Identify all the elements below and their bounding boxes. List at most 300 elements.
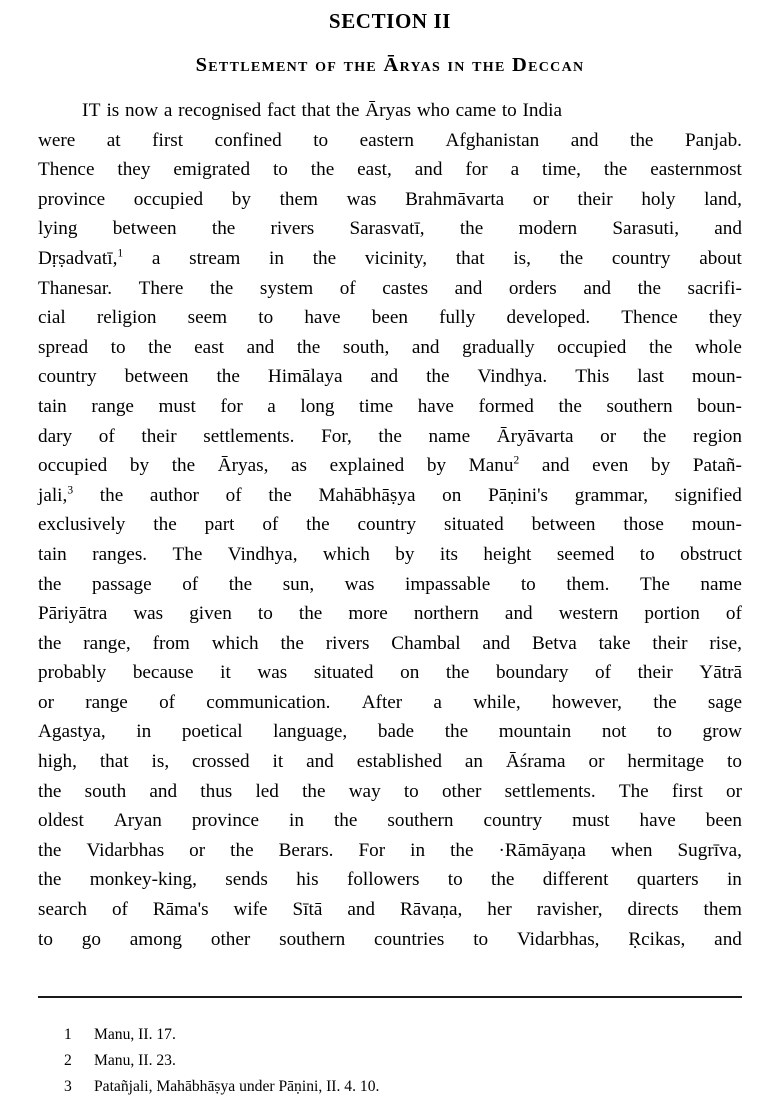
word: ranges.	[92, 543, 148, 565]
word: hermitage	[627, 751, 705, 773]
word: long	[300, 395, 335, 417]
text-line	[38, 895, 742, 925]
word: Pāriyātra	[38, 603, 108, 625]
word: sage	[707, 691, 742, 713]
text-line	[38, 333, 742, 363]
word: province	[38, 188, 106, 210]
word: the	[558, 395, 582, 417]
word: and	[504, 603, 533, 625]
word: it	[272, 751, 284, 773]
word: for	[465, 159, 488, 181]
word: to	[473, 928, 489, 950]
word: spread	[38, 336, 89, 358]
word: which	[211, 632, 259, 654]
word: for	[220, 395, 243, 417]
footnote-marker[interactable]: 1	[117, 247, 124, 260]
section-title: SECTION II	[328, 9, 452, 33]
word: or	[532, 188, 549, 210]
word: that	[99, 751, 129, 773]
word: the	[450, 839, 474, 861]
text-line	[38, 481, 742, 511]
body-text	[38, 96, 742, 954]
word: India	[522, 100, 562, 121]
word: Vidarbhas,	[516, 928, 600, 950]
word: modern	[518, 218, 578, 240]
word: the	[209, 277, 234, 299]
word: in	[136, 721, 152, 743]
word: seemed	[556, 543, 615, 565]
word: Sarasvatī,	[349, 218, 425, 240]
word: the	[637, 277, 662, 299]
word: came	[455, 100, 497, 121]
word: boun-	[697, 395, 742, 417]
word: their	[577, 188, 613, 210]
word: explained	[329, 455, 405, 477]
word: now	[125, 100, 159, 121]
word: formed	[478, 395, 534, 417]
text-line	[38, 303, 742, 333]
word: is,	[151, 751, 170, 773]
word: south	[84, 780, 127, 802]
word: to	[447, 869, 463, 891]
word: quarters	[636, 869, 699, 891]
word: the	[296, 336, 321, 358]
word: go	[81, 928, 101, 950]
word: the	[333, 810, 358, 832]
word: while,	[473, 691, 521, 713]
word: to	[272, 159, 288, 181]
word: occupied	[38, 455, 108, 477]
text-line	[38, 747, 742, 777]
word: and	[541, 455, 570, 477]
word: thus	[200, 780, 233, 802]
word: they	[708, 307, 742, 329]
word: Afghanistan	[445, 129, 540, 151]
word: rivers	[325, 632, 370, 654]
word: For,	[321, 425, 352, 447]
word: by	[231, 188, 251, 210]
word: Agastya,	[38, 721, 106, 743]
word: the	[603, 159, 628, 181]
word: been	[371, 307, 408, 329]
word: his	[296, 869, 319, 891]
footnote-text: Patañjali, Mahābhāṣya under Pāṇini, II. 4. 10.	[94, 1078, 380, 1095]
word: to	[313, 129, 329, 151]
word: seem	[187, 307, 228, 329]
word: wife	[233, 899, 268, 921]
word: were	[38, 129, 76, 151]
word: system	[259, 277, 314, 299]
word: impassable	[405, 573, 491, 595]
footnote-text: Manu, II. 23.	[94, 1052, 176, 1069]
text-line	[38, 836, 742, 866]
footnote-number: 1	[64, 1026, 72, 1043]
word: between	[112, 218, 177, 240]
word: of	[98, 425, 115, 447]
word: Vindhya,	[227, 543, 298, 565]
word: province	[191, 810, 259, 832]
word: the	[216, 366, 240, 388]
word: recognised	[178, 100, 262, 121]
word: have	[639, 810, 676, 832]
word: Thence	[621, 307, 678, 329]
word: part	[204, 514, 235, 536]
word: Rāvaṇa,	[399, 899, 463, 921]
text-line	[38, 865, 742, 895]
word: on	[400, 662, 420, 684]
word: them	[703, 899, 742, 921]
word: gradually	[462, 336, 535, 358]
word: different	[542, 869, 609, 891]
word: IT	[82, 100, 101, 121]
footnote-marker[interactable]: 3	[67, 484, 74, 497]
word: southern	[606, 395, 673, 417]
word: of	[725, 603, 742, 625]
word: region	[692, 425, 742, 447]
word: them	[279, 188, 318, 210]
text-line	[38, 422, 742, 452]
word: Rāma's	[152, 899, 209, 921]
text-line	[38, 540, 742, 570]
word: whole	[694, 336, 742, 358]
word: the	[653, 691, 677, 713]
word: way	[348, 780, 381, 802]
word: and	[306, 751, 334, 773]
word: The	[640, 573, 670, 595]
text-line	[38, 599, 742, 629]
word: moun-	[691, 366, 742, 388]
word: the	[648, 336, 673, 358]
word: the	[171, 455, 196, 477]
word: the	[38, 869, 62, 891]
word: southern	[279, 928, 346, 950]
word: poetical	[181, 721, 243, 743]
word: country	[38, 366, 97, 388]
word: country	[611, 247, 671, 269]
word: Betva	[531, 632, 577, 654]
text-line	[38, 629, 742, 659]
footnote-item	[38, 1022, 742, 1048]
word: must	[572, 810, 610, 832]
word: must	[158, 395, 196, 417]
word: it	[220, 662, 231, 684]
word: about	[699, 247, 742, 269]
word: the	[280, 632, 304, 654]
word: and	[149, 780, 178, 802]
word: to	[520, 573, 536, 595]
word: countries	[374, 928, 445, 950]
word: other	[210, 928, 251, 950]
word: Sītā	[292, 899, 323, 921]
word: the	[630, 129, 654, 151]
word: or	[725, 780, 742, 802]
word: in	[269, 247, 284, 269]
word: country	[357, 514, 417, 536]
word: last	[637, 366, 664, 388]
word: The	[172, 543, 203, 565]
word: monkey-king,	[89, 869, 197, 891]
word: Patañ-	[692, 455, 742, 477]
word: sun,	[282, 573, 315, 595]
footnote-marker[interactable]: 2	[513, 454, 520, 467]
word: castes	[382, 277, 429, 299]
word: religion	[96, 307, 157, 329]
word: been	[705, 810, 742, 832]
word: at	[106, 129, 121, 151]
word: Pāṇini's	[488, 484, 549, 506]
word: by	[129, 455, 150, 477]
word: the	[38, 839, 62, 861]
word: eastern	[359, 129, 414, 151]
word: ravisher,	[536, 899, 603, 921]
word: emigrated	[173, 159, 251, 181]
word: the	[99, 484, 124, 506]
word: range	[91, 395, 134, 417]
word: her	[487, 899, 512, 921]
word: by	[426, 455, 447, 477]
text-line	[38, 451, 742, 481]
word: ·Rāmāyaṇa	[498, 839, 586, 861]
word: the	[302, 780, 326, 802]
text-line	[38, 392, 742, 422]
word: because	[132, 662, 194, 684]
word: cial	[38, 307, 66, 329]
word: language,	[273, 721, 348, 743]
word: or	[38, 691, 54, 713]
text-line	[38, 717, 742, 747]
word: exclusively	[38, 514, 126, 536]
word: After	[361, 691, 403, 713]
text-line	[38, 777, 742, 807]
word: even	[592, 455, 629, 477]
word: range	[85, 691, 128, 713]
word: southern	[387, 810, 454, 832]
text-line	[38, 570, 742, 600]
word: and	[570, 129, 599, 151]
text-line	[38, 214, 742, 244]
word: moun-	[691, 514, 742, 536]
word: as	[291, 455, 308, 477]
word: the	[312, 247, 337, 269]
word: from	[152, 632, 190, 654]
word: the	[306, 514, 330, 536]
word: given	[189, 603, 232, 625]
word: however,	[551, 691, 622, 713]
word: lying	[38, 218, 78, 240]
word: to	[726, 751, 742, 773]
word: the	[38, 573, 62, 595]
word: The	[618, 780, 649, 802]
word: the	[642, 425, 667, 447]
word: in	[410, 839, 426, 861]
word: name	[428, 425, 471, 447]
word: of	[225, 484, 242, 506]
word: name	[700, 573, 742, 595]
word: boundary	[495, 662, 569, 684]
word: of	[159, 691, 176, 713]
word: the	[378, 425, 402, 447]
word: a	[510, 159, 520, 181]
word: Aryan	[113, 810, 162, 832]
word: situated	[313, 662, 374, 684]
word: Mahābhāṣya	[318, 484, 416, 506]
footnote-number: 3	[64, 1078, 72, 1095]
text-line	[38, 126, 742, 156]
word: Yātrā	[699, 662, 742, 684]
word: settlements.	[203, 425, 295, 447]
word: easternmost	[650, 159, 742, 181]
word: of	[182, 573, 199, 595]
word: of	[339, 277, 356, 299]
word: east	[194, 336, 224, 358]
word: of	[111, 899, 128, 921]
text-line	[38, 925, 742, 955]
word: a	[163, 100, 173, 121]
word: the	[153, 514, 177, 536]
word: signified	[674, 484, 742, 506]
word: their	[141, 425, 177, 447]
word: Sugrīva,	[677, 839, 742, 861]
word: communication.	[206, 691, 331, 713]
word: Thanesar.	[38, 277, 113, 299]
word: time	[359, 395, 394, 417]
word: probably	[38, 662, 107, 684]
text-line	[38, 658, 742, 688]
word: Āryas	[365, 100, 412, 121]
word: and	[347, 899, 376, 921]
word: the	[298, 603, 323, 625]
word: tain	[38, 395, 67, 417]
word: a	[267, 395, 276, 417]
text-line	[38, 274, 742, 304]
word: have	[417, 395, 454, 417]
word: by	[651, 455, 671, 477]
word: was	[257, 662, 288, 684]
word: in	[726, 869, 742, 891]
word: led	[255, 780, 279, 802]
footnote-number: 2	[64, 1052, 72, 1069]
word: high,	[38, 751, 77, 773]
word: more	[348, 603, 388, 625]
word: situated	[444, 514, 504, 536]
word: directs	[627, 899, 679, 921]
text-line	[38, 510, 742, 540]
word: take	[598, 632, 631, 654]
word: between	[531, 514, 596, 536]
word: south,	[342, 336, 390, 358]
word: Panjab.	[684, 129, 742, 151]
word: western	[558, 603, 619, 625]
footnote-separator-rule	[38, 996, 742, 998]
word: the	[38, 780, 62, 802]
text-line	[38, 155, 742, 185]
word: was	[344, 573, 375, 595]
word: northern	[413, 603, 479, 625]
word: have	[304, 307, 341, 329]
word: This	[575, 366, 610, 388]
word: bade	[377, 721, 415, 743]
word: obstruct	[680, 543, 742, 565]
word: and	[414, 159, 443, 181]
word: Vindhya.	[477, 366, 548, 388]
word: the	[228, 573, 253, 595]
word: rivers	[270, 218, 315, 240]
word: holy	[641, 188, 676, 210]
word: was	[133, 603, 164, 625]
word: Sarasuti,	[612, 218, 680, 240]
text-line	[38, 96, 742, 126]
word: is,	[513, 247, 531, 269]
word: who	[416, 100, 450, 121]
word: its	[439, 543, 458, 565]
word: between	[124, 366, 189, 388]
word: search	[38, 899, 87, 921]
word: country	[483, 810, 543, 832]
word: Dṛṣadvatī,$^1$	[38, 247, 124, 269]
word: Ṛcikas,	[628, 928, 686, 950]
word: the	[336, 100, 360, 121]
word: orders	[508, 277, 557, 299]
word: the	[148, 336, 172, 358]
word: a	[433, 691, 442, 713]
word: that	[301, 100, 331, 121]
word: first	[152, 129, 184, 151]
word: east,	[357, 159, 392, 181]
word: to	[639, 543, 655, 565]
word: and	[454, 277, 483, 299]
word: established	[356, 751, 442, 773]
word: mountain	[498, 721, 572, 743]
word: the	[491, 869, 515, 891]
word: the	[230, 839, 254, 861]
word: the	[459, 218, 484, 240]
word: of	[262, 514, 279, 536]
word: to	[257, 603, 273, 625]
word: was	[346, 188, 377, 210]
word: to	[110, 336, 126, 358]
word: portion	[644, 603, 700, 625]
word: occupied	[557, 336, 627, 358]
word: Āśrama	[505, 751, 566, 773]
text-line	[38, 185, 742, 215]
word: height	[483, 543, 532, 565]
word: Āryāvarta	[496, 425, 574, 447]
word: land,	[704, 188, 742, 210]
word: the	[445, 662, 470, 684]
word: to	[403, 780, 419, 802]
footnote-item	[38, 1048, 742, 1074]
footnote-list	[38, 1022, 742, 1100]
word: vicinity,	[364, 247, 428, 269]
word: followers	[346, 869, 420, 891]
word: not	[601, 721, 627, 743]
chapter-title: Settlement of the Āryas in the Deccan	[195, 54, 585, 76]
word: For	[358, 839, 386, 861]
word: jali,$^3$	[38, 484, 74, 506]
word: Himālaya	[267, 366, 343, 388]
word: their	[652, 632, 688, 654]
word: to	[501, 100, 517, 121]
word: occupied	[133, 188, 204, 210]
word: fact	[266, 100, 296, 121]
word: dary	[38, 425, 73, 447]
text-line	[38, 688, 742, 718]
word: those	[623, 514, 664, 536]
word: Berars.	[278, 839, 334, 861]
word: oldest	[38, 810, 84, 832]
word: is	[106, 100, 120, 121]
word: and	[482, 632, 511, 654]
